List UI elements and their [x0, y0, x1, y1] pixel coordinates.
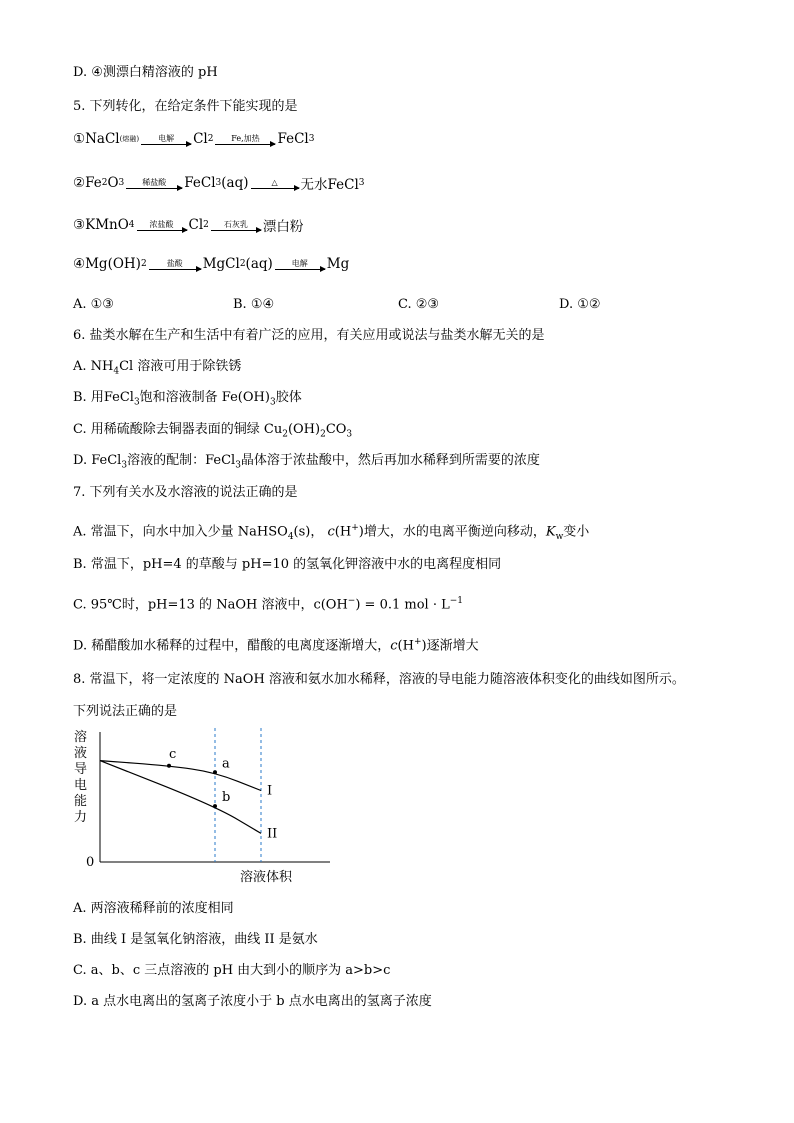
r4-arrow-1: [149, 259, 201, 270]
r1-product-1-sub: 2: [207, 134, 214, 144]
point-label-b: b: [222, 790, 231, 806]
q7-a-c: c: [327, 524, 335, 540]
q5-reaction-2: [73, 173, 365, 193]
point-c: [167, 764, 171, 768]
r2-arrow-2: [251, 178, 299, 189]
q7-d-pre: D. 稀醋酸加水稀释的过程中，醋酸的电离度逐渐增大，: [73, 638, 391, 654]
q6-b-sub1: 3: [133, 397, 140, 408]
r3-reactant-sub: 4: [128, 220, 135, 230]
q5-stem: 5. 下列转化，在给定条件下能实现的是: [73, 99, 298, 114]
origin-label: 0: [86, 855, 95, 870]
q8-option-b: B. 曲线 I 是氢氧化钠溶液，曲线 II 是氨水: [73, 932, 318, 947]
q7-d-h: (H: [397, 638, 414, 654]
q7-stem: 7. 下列有关水及水溶液的说法正确的是: [73, 485, 298, 500]
r2-arrow-2-label: △: [271, 177, 278, 187]
q6-b-mid: 饱和溶液制备 Fe(OH): [139, 390, 270, 405]
q7-d-close: ): [421, 638, 427, 654]
q6-a-post: Cl 溶液可用于除铁锈: [119, 359, 242, 374]
series-line-II: [100, 761, 261, 834]
r4-product-2: Mg: [326, 256, 350, 272]
r3-reactant: KMnO: [85, 217, 129, 233]
r2-product-1: FeCl: [184, 175, 216, 191]
q6-c-sub3: 3: [346, 429, 353, 440]
r4-product-1: MgCl: [202, 256, 240, 272]
q7-option-c: [73, 592, 463, 614]
q6-a-sub: 4: [113, 366, 120, 377]
q6-d-post: 晶体溶于浓盐酸中，然后再加水稀释到所需要的浓度: [240, 453, 540, 468]
q7-c-pre: C. 95℃时，pH=13 的 NaOH 溶液中，c(OH: [73, 597, 348, 613]
r1-arrow-1: [141, 134, 191, 145]
r3-product-2: 漂白粉: [262, 219, 304, 235]
r4-arrow-2-label: 电解: [291, 258, 308, 268]
q6-option-c: [73, 421, 352, 444]
r1-product-2-sub: 3: [308, 134, 315, 144]
r3-product-1: Cl: [188, 217, 204, 233]
r4-reactant-tail: (OH): [107, 256, 141, 272]
r4-reactant: Mg: [85, 256, 108, 272]
q7-d-post: 逐渐增大: [426, 638, 479, 654]
q6-option-d: [73, 452, 540, 475]
q7-c-exp: −1: [449, 596, 464, 606]
r1-arrow-2: [215, 134, 275, 145]
r2-product-1-state: (aq): [221, 175, 249, 191]
r2-product-2-sub: 3: [358, 178, 365, 188]
r3-arrow-2-label: 石灰乳: [223, 219, 248, 229]
q7-a-mid: (s)，: [293, 524, 324, 540]
q7-a-end: 变小: [563, 524, 590, 540]
q7-a-close: ): [358, 524, 364, 540]
r2-arrow-1-label: 稀盐酸: [142, 177, 167, 187]
q7-d-c: c: [390, 638, 398, 654]
q5-option-d: D. ①②: [559, 297, 601, 312]
q8-option-c: C. a、b、c 三点溶液的 pH 由大到小的顺序为 a>b>c: [73, 963, 391, 978]
q6-d-mid: 溶液的配制：FeCl: [127, 453, 236, 468]
y-axis-label-char: 溶: [74, 730, 88, 745]
r4-arrow-2: [275, 259, 325, 270]
q6-c-pre: C. 用稀硫酸除去铜器表面的铜绿 Cu: [73, 422, 283, 437]
y-axis-label-char: 液: [74, 746, 88, 761]
r2-arrow-1: [126, 178, 182, 189]
series-line-I: [100, 761, 261, 791]
q7-c-mid: ) = 0.1 mol · L: [355, 597, 450, 613]
r4-product-1-state: (aq): [245, 256, 273, 272]
q6-b-pre: B. 用FeCl: [73, 390, 134, 405]
q7-d-plus: +: [413, 637, 422, 647]
r1-condition: (熔融): [119, 135, 140, 143]
r1-reactant: NaCl: [85, 131, 120, 147]
y-axis-label-char: 电: [74, 778, 88, 793]
x-axis-label: 溶液体积: [240, 870, 293, 884]
r4-reactant-sub: 2: [140, 259, 147, 269]
y-axis-label-char: 能: [74, 794, 88, 809]
q5-option-b: B. ①④: [233, 297, 275, 312]
q5-option-a: A. ①③: [73, 297, 114, 312]
r3-arrow-1-label: 浓盐酸: [149, 219, 174, 229]
y-axis-label-char: 力: [74, 810, 88, 825]
q7-option-d: [73, 633, 479, 655]
r2-product-1-sub: 3: [215, 178, 222, 188]
q6-c-mid: (OH): [287, 422, 321, 437]
q6-c-sub1: 2: [282, 429, 288, 440]
point-b: [213, 804, 217, 808]
series-label-I: I: [267, 783, 273, 799]
q8-option-a: A. 两溶液稀释前的浓度相同: [73, 901, 234, 916]
q5-reaction-4: [73, 256, 349, 272]
q8-stem-2: 下列说法正确的是: [73, 704, 178, 719]
r1-product-1: Cl: [193, 131, 208, 147]
q7-a-plus: +: [351, 523, 359, 533]
q6-c-mid2: CO: [325, 422, 347, 437]
q5-reaction-1: [73, 131, 314, 147]
q7-option-b: B. 常温下，pH=4 的草酸与 pH=10 的氢氧化钾溶液中水的电离程度相同: [73, 557, 502, 572]
q6-option-a: [73, 358, 241, 381]
q7-a-pre: A. 常温下，向水中加入少量 NaHSO: [73, 524, 288, 540]
q6-b-post: 胶体: [275, 390, 302, 405]
q7-a-sub: 4: [287, 531, 294, 542]
point-label-a: a: [222, 756, 230, 772]
q7-option-a: [73, 519, 589, 546]
q5-option-c: C. ②③: [398, 297, 440, 312]
r3-arrow-2: [211, 220, 261, 231]
series-label-II: II: [267, 826, 278, 842]
q6-a-pre: A. NH: [73, 359, 114, 374]
r1-num: ①: [73, 131, 86, 147]
q6-d-sub2: 3: [235, 460, 241, 471]
q7-a-ksub: w: [555, 531, 564, 542]
r1-arrow-2-label: Fe,加热: [231, 133, 260, 143]
r2-reactant: Fe: [85, 175, 102, 191]
r3-num: ③: [73, 217, 86, 233]
r3-product-1-sub: 2: [203, 220, 209, 230]
q6-d-pre: D. FeCl: [73, 453, 122, 468]
q4-option-d: D. ④测漂白精溶液的 pH: [73, 65, 218, 80]
r2-sub-b: 3: [118, 178, 125, 188]
q8-option-d: D. a 点水电离出的氢离子浓度小于 b 点水电离出的氢离子浓度: [73, 994, 432, 1009]
y-axis-label-char: 导: [74, 762, 88, 777]
r3-arrow-1: [137, 220, 187, 231]
point-a: [213, 770, 217, 774]
q6-c-sub2: 2: [320, 429, 326, 440]
q6-stem: 6. 盐类水解在生产和生活中有着广泛的应用，有关应用或说法与盐类水解无关的是: [73, 328, 545, 343]
r2-sub-a: 2: [101, 178, 108, 188]
r4-product-1-sub: 2: [239, 259, 246, 269]
q6-d-sub1: 3: [121, 460, 128, 471]
r2-product-2: 无水FeCl: [300, 177, 359, 193]
q5-reaction-3: [73, 215, 303, 235]
q6-option-b: [73, 389, 302, 412]
r4-arrow-1-label: 盐酸: [166, 258, 183, 268]
r2-reactant-b: O: [107, 175, 119, 191]
r2-num: ②: [73, 175, 86, 191]
q7-a-post: 增大，水的电离平衡逆向移动，: [363, 524, 546, 540]
q7-c-minus: −: [347, 596, 356, 606]
conductivity-chart: [72, 724, 332, 884]
q8-stem: 8. 常温下，将一定浓度的 NaOH 溶液和氨水加水稀释，溶液的导电能力随溶液体积变化的曲线如图所示。: [73, 672, 685, 687]
r4-num: ④: [73, 256, 86, 272]
r1-product-2: FeCl: [277, 131, 309, 147]
point-label-c: c: [169, 746, 177, 762]
r1-arrow-1-label: 电解: [158, 133, 175, 143]
q7-a-k: K: [545, 524, 556, 540]
q7-a-h: (H: [334, 524, 352, 540]
q6-b-sub2: 3: [269, 397, 276, 408]
